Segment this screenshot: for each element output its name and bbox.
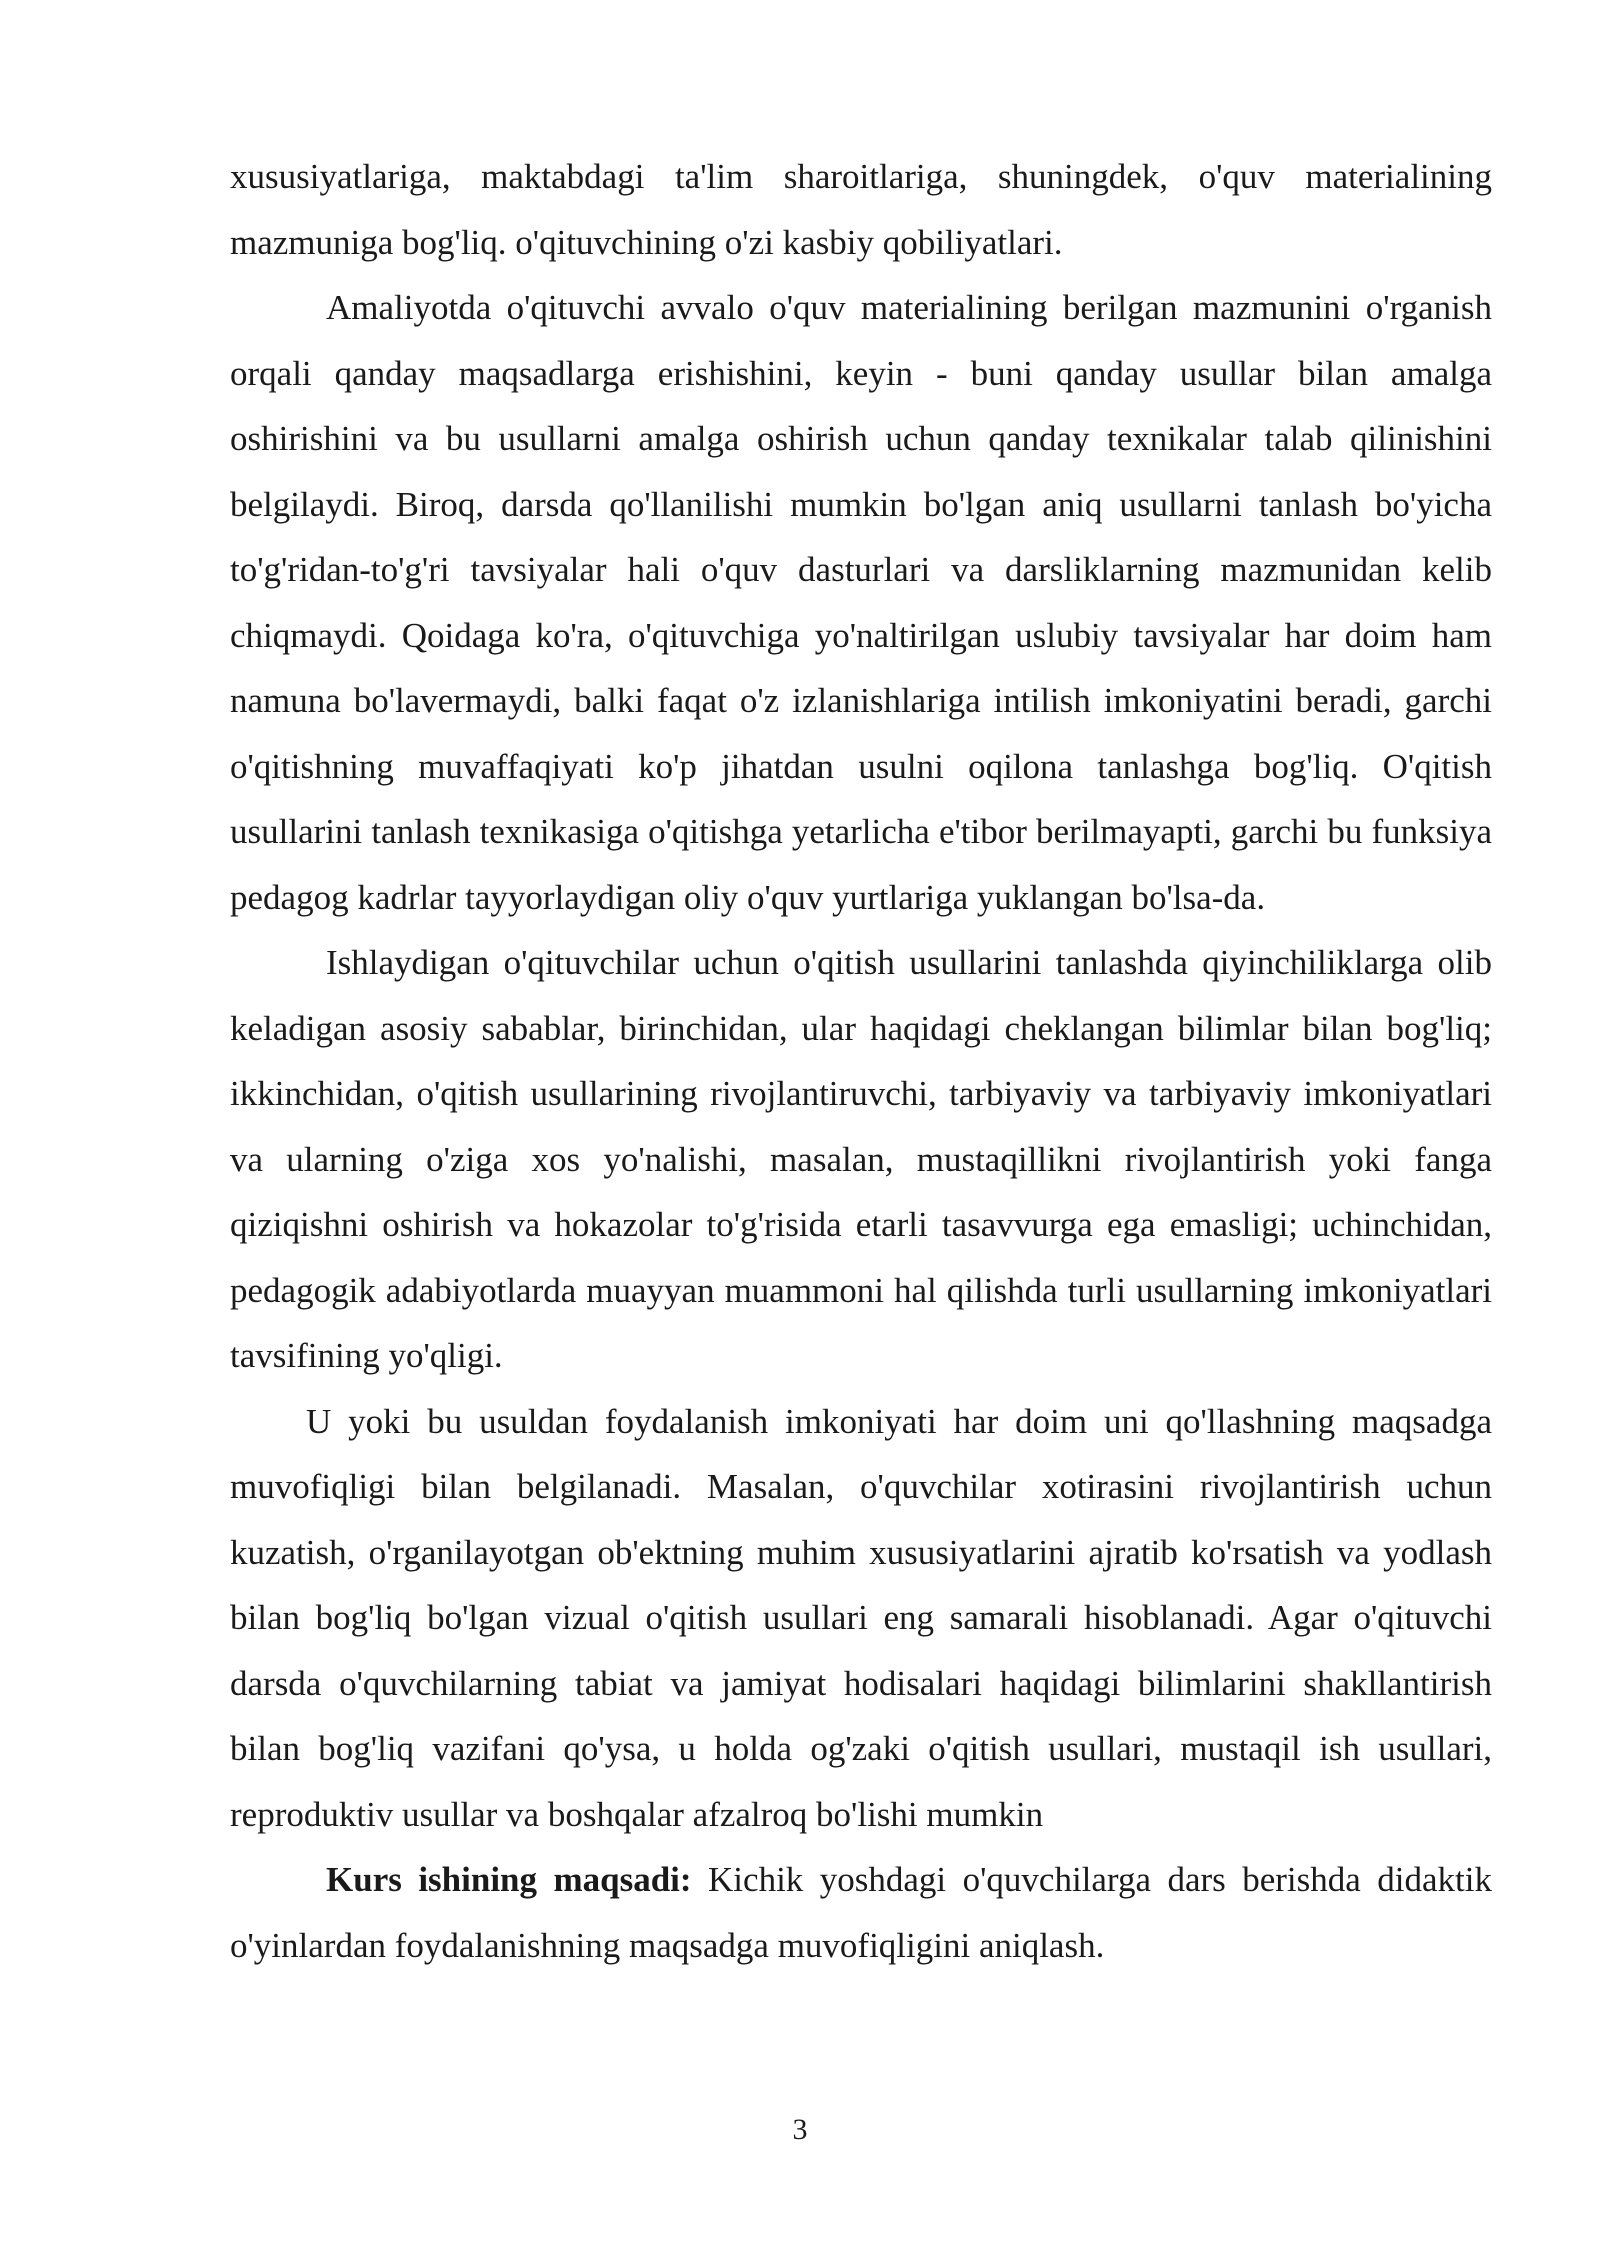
course-goal-label: Kurs ishining maqsadi: <box>326 1860 692 1899</box>
paragraph-method-selection: Amaliyotda o'qituvchi avvalo o'quv materialining berilgan mazmunini o'rganish orqali qanday maqsadlarga erishishini, keyin - buni qanday usullar bilan amalga oshirishini va bu usullarni amalga oshirish uchun qanday texnikalar talab qilinishini belgilaydi. Biroq, darsda qo'llanilishi mumkin bo'lgan aniq usullarni tanlash bo'yicha to'g'ridan-to'g'ri tavsiyalar hali o'quv dasturlari va darsliklarning mazmunidan kelib chiqmaydi. Qoidaga ko'ra, o'qituvchiga yo'naltirilgan uslubiy tavsiyalar har doim ham namuna bo'lavermaydi, balki faqat o'z izlanishlariga intilish imkoniyatini beradi, garchi o'qitishning muvaffaqiyati ko'p jihatdan usulni oqilona tanlashga bog'liq. O'qitish usullarini tanlash texnikasiga o'qitishga yetarlicha e'tibor berilmayapti, garchi bu funksiya pedagog kadrlar tayyorlaydigan oliy o'quv yurtlariga yuklangan bo'lsa-da. <box>230 288 1492 917</box>
paragraph-continuation: xususiyatlariga, maktabdagi ta'lim sharoitlariga, shuningdek, o'quv materialining mazmuniga bog'liq. o'qituvchining o'zi kasbiy qobiliyatlari. <box>230 157 1492 262</box>
paragraph-course-goal <box>230 1847 1492 1978</box>
course-goal-text: Kichik yoshdagi o'quvchilarga dars berishda didaktik o'yinlardan foydalanishning maqsadga muvofiqligini aniqlash. <box>230 1860 1492 1965</box>
paragraph-method-usage: U yoki bu usuldan foydalanish imkoniyati har doim uni qo'llashning maqsadga muvofiqligi bilan belgilanadi. Masalan, o'quvchilar xotirasini rivojlantirish uchun kuzatish, o'rganilayotgan ob'ektning muhim xususiyatlarini ajratib ko'rsatish va yodlash bilan bog'liq bo'lgan vizual o'qitish usullari eng samarali hisoblanadi. Agar o'qituvchi darsda o'quvchilarning tabiat va jamiyat hodisalari haqidagi bilimlarini shakllantirish bilan bog'liq vazifani qo'ysa, u holda og'zaki o'qitish usullari, mustaqil ish usullari, reproduktiv usullar va boshqalar afzalroq bo'lishi mumkin <box>230 1401 1492 1834</box>
page-body <box>230 144 1492 1978</box>
page-number: 3 <box>792 2113 808 2146</box>
paragraph-difficulties: Ishlaydigan o'qituvchilar uchun o'qitish usullarini tanlashda qiyinchiliklarga olib keladigan asosiy sabablar, birinchidan, ular haqidagi cheklangan bilimlar bilan bog'liq; ikkinchidan, o'qitish usullarining rivojlantiruvchi, tarbiyaviy va tarbiyaviy imkoniyatlari va ularning o'ziga xos yo'nalishi, masalan, mustaqillikni rivojlantirish yoki fanga qiziqishni oshirish va hokazolar to'g'risida etarli tasavvurga ega emasligi; uchinchidan, pedagogik adabiyotlarda muayyan muammoni hal qilishda turli usullarning imkoniyatlari tavsifining yo'qligi. <box>230 943 1492 1375</box>
